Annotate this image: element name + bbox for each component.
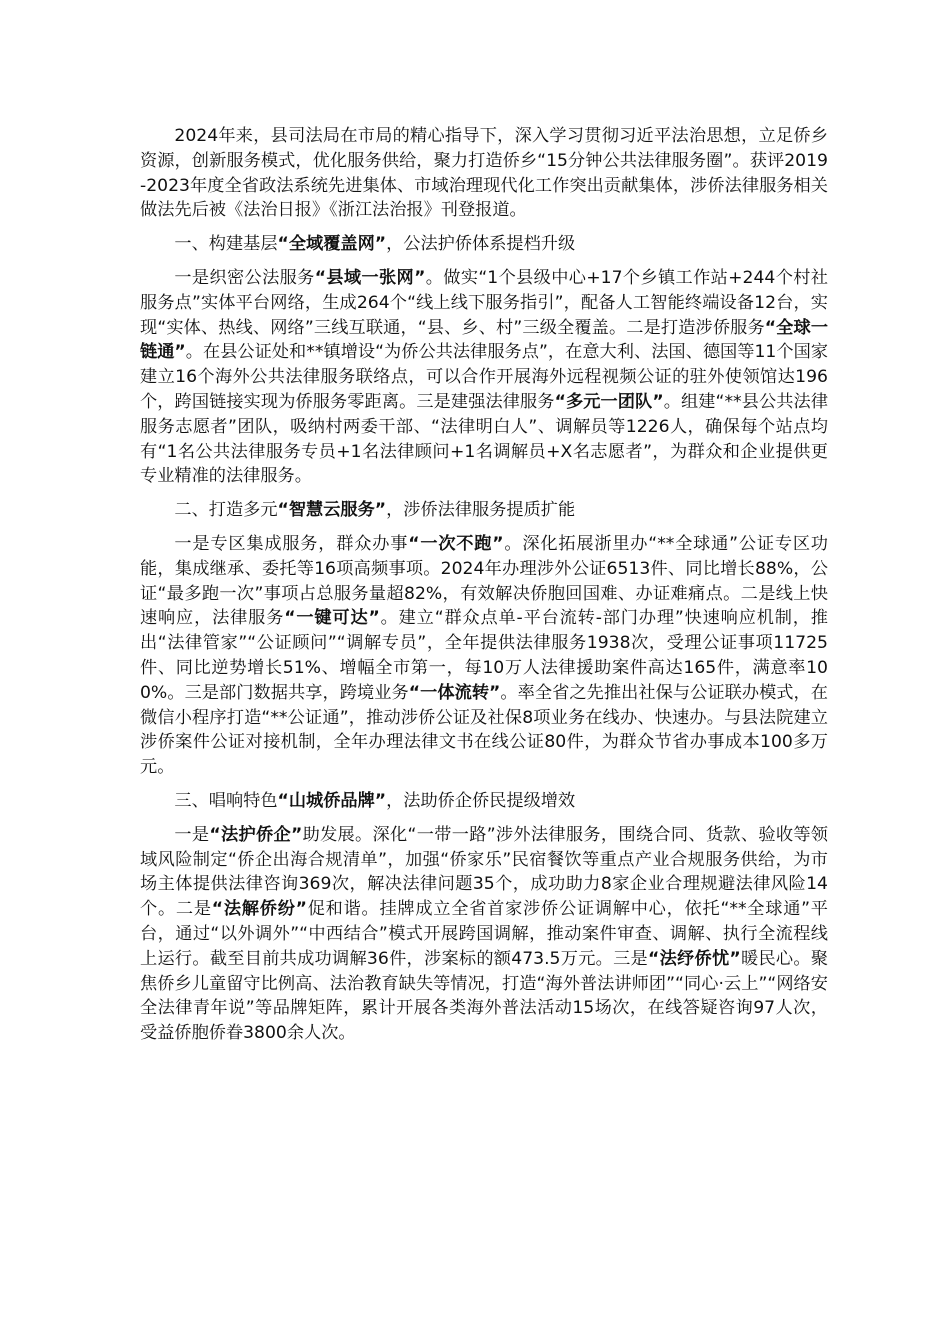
section-1-text-3: 。在县公证处和**镇增设“为侨公共法律服务点”，在意大利、法国、德国等11个国家建立16个海外公共法律服务联络点，可以合作开展海外远程视频公证的驻外使领馆达196个，跨国链接实现为侨服务零距离。三是建强法律服务 bbox=[140, 342, 829, 412]
intro-paragraph: 2024年来，县司法局在市局的精心指导下，深入学习贯彻习近平法治思想，立足侨乡资源，创新服务模式，优化服务供给，聚力打造侨乡“15分钟公共法律服务圈”。获评2019-2023年度全省政法系统先进集体、市域治理现代化工作突出贡献集体，涉侨法律服务相关做法先后被《法治日报》《浙江法治报》刊登报道。 bbox=[140, 126, 828, 221]
section-3-heading bbox=[140, 789, 828, 814]
section-3-text-2: 助发展。深化“一带一路”涉外法律服务，围绕合同、货款、验收等领域风险制定“侨企出海合规清单”，加强“侨家乐”民宿餐饮等重点产业合规服务供给，为市场主体提供法律咨询369次，解决法律问题35个，成功助力8家企业合理规避法律风险14个。二是 bbox=[140, 824, 828, 920]
section-3-emphasis-3: “法纾侨忧” bbox=[648, 948, 741, 969]
section-1-heading-emphasis: “全域覆盖网” bbox=[277, 234, 387, 255]
section-3-text-1: 一是 bbox=[174, 824, 210, 845]
section-1-heading bbox=[140, 232, 828, 257]
section-2-heading-suffix: ，涉侨法律服务提质扩能 bbox=[386, 500, 576, 521]
section-1-heading-suffix: ，公法护侨体系提档升级 bbox=[386, 234, 576, 255]
section-1-paragraph bbox=[140, 266, 828, 489]
section-2-emphasis-2: “一键可达” bbox=[284, 608, 380, 629]
document-body bbox=[140, 124, 828, 1046]
section-2-text-4: 。率全省之先推出社保与公证联办模式，在微信小程序打造“**公证通”，推动涉侨公证及社保8项业务在线办、快速办。与县法院建立涉侨案件公证对接机制，全年办理法律文书在线公证80件，为群众节省办事成本100多万元。 bbox=[140, 682, 828, 778]
section-2-heading-emphasis: “智慧云服务” bbox=[277, 500, 387, 521]
section-2-text-2: 。深化拓展浙里办“**全球通”公证专区功能，集成继承、委托等16项高频事项。2024年办理涉外公证6513件、同比增长88%，公证“最多跑一次”事项占总服务量超82%，有效解决侨胞回国难、办证难痛点。二是线上快速响应，法律服务 bbox=[140, 533, 828, 629]
section-1-text-1: 一是织密公法服务 bbox=[174, 267, 315, 288]
section-3-text-4: 暖民心。聚焦侨乡儿童留守比例高、法治教育缺失等情况，打造“海外普法讲师团”“同心·云上”“网络安全法律青年说”等品牌矩阵，累计开展各类海外普法活动15场次，在线答疑咨询97人次，受益侨胞侨眷3800余人次。 bbox=[140, 948, 828, 1044]
section-1-heading-prefix: 一、构建基层 bbox=[174, 234, 278, 255]
section-1-text-4: 。组建“**县公共法律服务志愿者”团队，吸纳村两委干部、“法律明白人”、调解员等1226人，确保每个站点均有“1名公共法律服务专员+1名法律顾问+1名调解员+X名志愿者”，为群众和企业提供更专业精准的法律服务。 bbox=[140, 391, 829, 487]
section-3-heading-suffix: ，法助侨企侨民提级增效 bbox=[386, 790, 576, 811]
section-2-emphasis-3: “一体流转” bbox=[408, 682, 501, 703]
section-3-heading-prefix: 三、唱响特色 bbox=[174, 790, 278, 811]
section-3-text-3: 促和谐。挂牌成立全省首家涉侨公证调解中心，依托“**全球通”平台，通过“以外调外”“中西结合”模式开展跨国调解，推动案件审查、调解、执行全流程线上运行。截至目前共成功调解36件，涉案标的额473.5万元。三是 bbox=[140, 899, 828, 969]
section-2-heading-prefix: 二、打造多元 bbox=[174, 500, 278, 521]
section-3-emphasis-1: “法护侨企” bbox=[209, 824, 303, 845]
section-1-emphasis-3: “多元一团队” bbox=[554, 391, 664, 412]
section-3-paragraph bbox=[140, 823, 828, 1046]
section-3-heading-emphasis: “山城侨品牌” bbox=[277, 790, 387, 811]
section-2-heading bbox=[140, 498, 828, 523]
section-2-emphasis-1: “一次不跑” bbox=[408, 533, 504, 554]
section-1-text-2: 。做实“1个县级中心+17个乡镇工作站+244个村社服务点”实体平台网络，生成264个“线上线下服务指引”，配备人工智能终端设备12台，实现“实体、热线、网络”三线互联通，“县、乡、村”三级全覆盖。二是打造涉侨服务 bbox=[140, 267, 828, 338]
section-1-emphasis-2: “全球一链通” bbox=[140, 317, 829, 363]
section-2-text-1: 一是专区集成服务，群众办事 bbox=[174, 533, 409, 554]
section-3-emphasis-2: “法解侨纷” bbox=[211, 899, 307, 920]
section-2-text-3: 。建立“群众点单-平台流转-部门办理”快速响应机制，推出“法律管家”“公证顾问”“调解专员”，全年提供法律服务1938次，受理公证事项11725件、同比逆势增长51%、增幅全市第一，每10万人法律援助案件高达165件，满意率100%。三是部门数据共享，跨境业务 bbox=[140, 608, 828, 703]
section-2-paragraph bbox=[140, 532, 828, 780]
section-1-emphasis-1: “县域一张网” bbox=[314, 267, 426, 288]
